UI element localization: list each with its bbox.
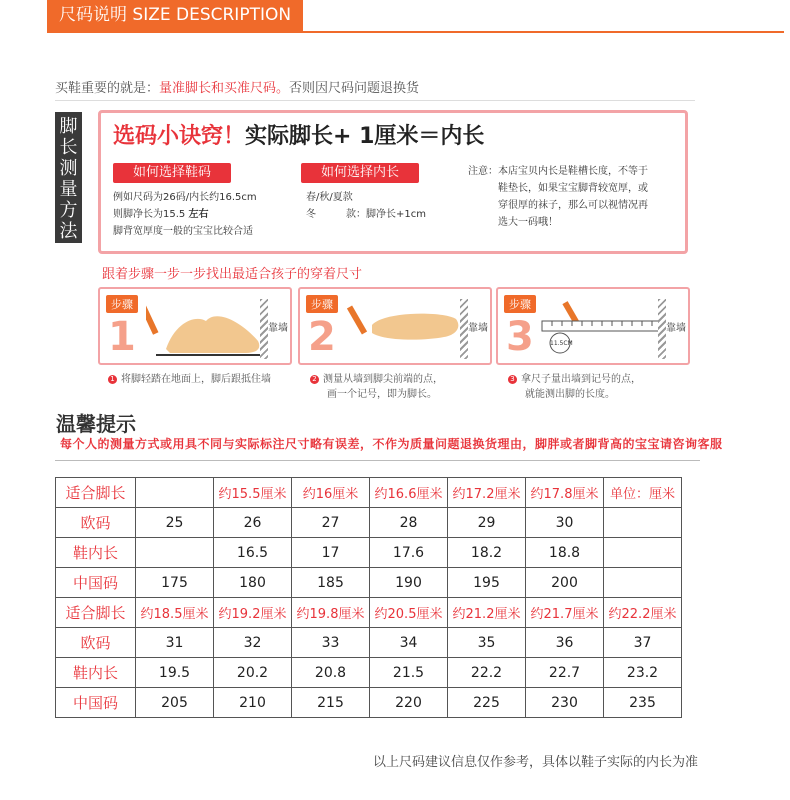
step-1-caption: 1 将脚轻踏在地面上，脚后跟抵住墙: [108, 372, 271, 387]
table-cell: 190: [370, 568, 448, 598]
table-cell: 16.5: [214, 538, 292, 568]
wall-graphic: [260, 299, 268, 359]
table-cell: 约21.2厘米: [448, 598, 526, 628]
table-cell: 230: [526, 688, 604, 718]
table-cell: 约16厘米: [292, 478, 370, 508]
table-cell: 35: [448, 628, 526, 658]
table-cell: 18.8: [526, 538, 604, 568]
step-bullet-icon: 2: [310, 375, 319, 384]
choose-size-line: 则脚净长为15.5 左右: [113, 209, 209, 220]
wall-graphic: [460, 299, 468, 359]
choose-length-text: [306, 189, 426, 223]
table-row: [56, 568, 682, 598]
step-label: 步骤: [504, 295, 536, 313]
table-cell: 约20.5厘米: [370, 598, 448, 628]
table-cell: 205: [136, 688, 214, 718]
warm-tip-title: 温馨提示: [56, 412, 136, 436]
table-cell: 23.2: [604, 658, 682, 688]
table-cell: [604, 508, 682, 538]
wall-label: 靠墙: [268, 323, 288, 334]
choose-size-line: 脚背宽厚度一般的宝宝比较合适: [113, 226, 253, 237]
table-row: [56, 598, 682, 628]
choose-size-text: [113, 189, 257, 240]
wall-label: 靠墙: [666, 323, 686, 334]
step-label: 步骤: [306, 295, 338, 313]
step-2-caption: 2 测量从墙到脚尖前端的点， 画一个记号，即为脚长。: [310, 372, 443, 402]
tip-headline: [113, 119, 484, 150]
wall-graphic: [658, 299, 666, 359]
step-3-caption: 3 拿尺子量出墙到记号的点， 就能测出脚的长度。: [508, 372, 641, 402]
table-row-header: 鞋内长: [56, 658, 136, 688]
table-row-header: 中国码: [56, 568, 136, 598]
footer-note: 以上尺码建议信息仅作参考，具体以鞋子实际的内长为准: [372, 755, 698, 770]
warm-tip-text: 每个人的测量方式或用具不同与实际标注尺寸略有误差，不作为质量问题退换货理由，脚胖或者脚背高的宝宝请咨询客服: [60, 437, 723, 451]
table-cell: 单位：厘米: [604, 478, 682, 508]
warm-divider: [55, 460, 700, 461]
table-cell: 约17.2厘米: [448, 478, 526, 508]
table-cell: [604, 568, 682, 598]
size-table: [55, 477, 682, 718]
table-cell: 约18.5厘米: [136, 598, 214, 628]
intro-prefix: 买鞋重要的就是：: [55, 81, 160, 96]
table-cell: 约15.5厘米: [214, 478, 292, 508]
table-cell: 22.2: [448, 658, 526, 688]
intro-text: [55, 77, 419, 96]
tip-headline-formula: 实际脚长+ 1厘米＝内长: [245, 124, 485, 149]
table-cell: 33: [292, 628, 370, 658]
step-1-panel: [98, 287, 292, 365]
step-number: 2: [308, 314, 336, 360]
table-cell: 约19.2厘米: [214, 598, 292, 628]
section-title: 尺码说明 SIZE DESCRIPTION: [47, 0, 303, 31]
section-header: [0, 0, 790, 33]
tip-headline-red: 选码小诀窍！: [113, 124, 246, 149]
foot-mark-illustration: [344, 301, 464, 361]
table-cell: 210: [214, 688, 292, 718]
step-3-panel: [496, 287, 690, 365]
table-cell: 200: [526, 568, 604, 598]
table-row: [56, 658, 682, 688]
ruler-illustration: [538, 299, 668, 359]
step-number: 1: [108, 314, 136, 360]
table-row: [56, 538, 682, 568]
table-cell: [604, 538, 682, 568]
table-cell: 180: [214, 568, 292, 598]
table-cell: 195: [448, 568, 526, 598]
note-text: [468, 163, 648, 231]
intro-highlight: 量准脚长和买准尺码。: [159, 81, 290, 96]
table-cell: 29: [448, 508, 526, 538]
choose-size-label: 如何选择鞋码: [113, 163, 231, 183]
table-cell: 27: [292, 508, 370, 538]
table-cell: 28: [370, 508, 448, 538]
table-cell: 17: [292, 538, 370, 568]
table-cell: 约22.2厘米: [604, 598, 682, 628]
size-tip-box: [98, 110, 688, 254]
table-cell: 20.8: [292, 658, 370, 688]
step-number: 3: [506, 314, 534, 360]
table-cell: [136, 538, 214, 568]
table-cell: 25: [136, 508, 214, 538]
table-row-header: 鞋内长: [56, 538, 136, 568]
intro-suffix: 否则因尺码问题退换货: [289, 81, 420, 96]
step-label: 步骤: [106, 295, 138, 313]
choose-size-line: 例如尺码为26码/内长约16.5cm: [113, 192, 257, 203]
table-row-header: 欧码: [56, 628, 136, 658]
header-divider: [47, 31, 784, 33]
table-row: [56, 508, 682, 538]
choose-size-line-bold: 左右: [188, 209, 209, 220]
table-cell: 31: [136, 628, 214, 658]
table-cell: 约21.7厘米: [526, 598, 604, 628]
intro-divider: [55, 100, 695, 101]
table-cell: 175: [136, 568, 214, 598]
choose-length-line: 春/秋/夏款: [306, 192, 353, 203]
table-cell: 约19.8厘米: [292, 598, 370, 628]
steps-title: 跟着步骤一步一步找出最适合孩子的穿着尺寸: [102, 267, 363, 282]
table-row-header: 中国码: [56, 688, 136, 718]
note-line: 注意：本店宝贝内长是鞋槽长度，不等于: [468, 166, 648, 177]
table-row-header: 适合脚长: [56, 478, 136, 508]
table-row: [56, 628, 682, 658]
table-cell: 36: [526, 628, 604, 658]
step-2-panel: [298, 287, 492, 365]
table-row: [56, 478, 682, 508]
table-cell: 约17.8厘米: [526, 478, 604, 508]
table-cell: 26: [214, 508, 292, 538]
wall-label: 靠墙: [468, 323, 488, 334]
table-cell: 18.2: [448, 538, 526, 568]
table-cell: 235: [604, 688, 682, 718]
table-cell: 32: [214, 628, 292, 658]
table-cell: 225: [448, 688, 526, 718]
note-line: 鞋垫长，如果宝宝脚背较宽厚，或: [498, 183, 648, 194]
table-cell: 22.7: [526, 658, 604, 688]
choose-length-line: 冬 款：脚净长+1cm: [306, 209, 426, 220]
table-cell: 20.2: [214, 658, 292, 688]
step-bullet-icon: 1: [108, 375, 117, 384]
note-line: 穿很厚的袜子，那么可以视情况再: [498, 200, 648, 211]
table-row: [56, 688, 682, 718]
table-cell: 34: [370, 628, 448, 658]
table-cell: 37: [604, 628, 682, 658]
table-row-header: 欧码: [56, 508, 136, 538]
note-line: 选大一码哦！: [498, 217, 558, 228]
table-cell: 21.5: [370, 658, 448, 688]
measure-method-side-title: 脚长测量方法: [55, 112, 82, 243]
table-cell: 185: [292, 568, 370, 598]
table-cell: 17.6: [370, 538, 448, 568]
table-cell: 19.5: [136, 658, 214, 688]
foot-on-floor-illustration: [146, 301, 266, 361]
ruler-mark-label: 11.5CM: [550, 340, 573, 347]
table-cell: 约16.6厘米: [370, 478, 448, 508]
table-cell: 30: [526, 508, 604, 538]
step-bullet-icon: 3: [508, 375, 517, 384]
choose-length-label: 如何选择内长: [301, 163, 419, 183]
table-cell: [136, 478, 214, 508]
table-row-header: 适合脚长: [56, 598, 136, 628]
table-cell: 220: [370, 688, 448, 718]
table-cell: 215: [292, 688, 370, 718]
